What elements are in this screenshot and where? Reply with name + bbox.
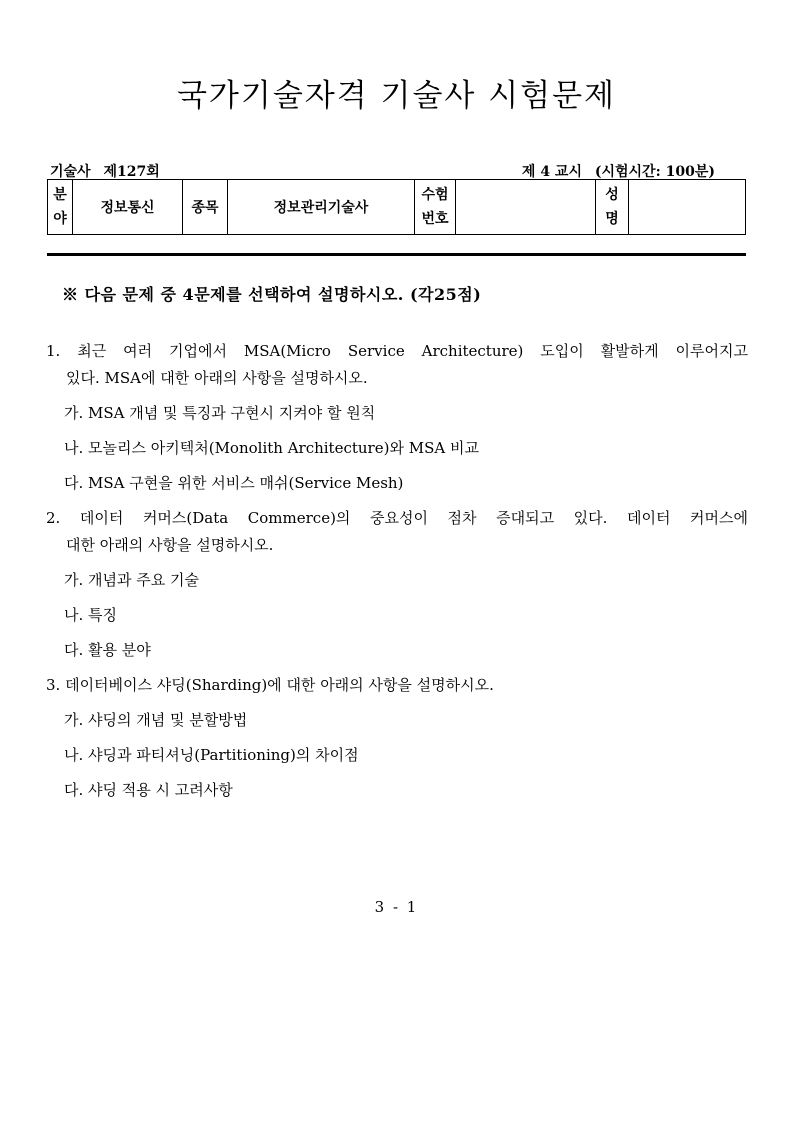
question-2-sub-ga: 가. 개념과 주요 기술 (64, 571, 199, 589)
exam-time: (시험시간: 100분) (594, 164, 715, 180)
exam-round: 제127회 (103, 164, 160, 180)
exam-info-table (47, 179, 746, 235)
name-label-cell (596, 180, 629, 235)
question-3-sub-da: 다. 샤딩 적용 시 고려사항 (64, 781, 233, 799)
type-value-cell: 정보관리기술사 (228, 180, 415, 235)
question-2-line1: 2. 데이터 커머스(Data Commerce)의 중요성이 점차 증대되고 있다. 데이터 커머스에 (46, 509, 748, 527)
exam-number-label-line2: 번호 (421, 211, 449, 227)
field-label-line1: 분 (53, 187, 67, 203)
exam-number-label-line1: 수험 (421, 187, 449, 203)
question-3-sub-ga: 가. 샤딩의 개념 및 분할방법 (64, 711, 248, 729)
question-2-sub-da: 다. 활용 분야 (64, 641, 151, 659)
document-title: 국가기술자격 기술사 시험문제 (176, 78, 616, 114)
question-2 (46, 505, 748, 664)
question-2-sub-na: 나. 특징 (64, 606, 118, 624)
field-label-cell (48, 180, 73, 235)
session-info (522, 161, 715, 181)
type-label-cell: 종목 (183, 180, 228, 235)
exam-session: 제 4 교시 (521, 164, 582, 180)
field-label-line2: 야 (53, 211, 67, 227)
name-field[interactable] (629, 180, 746, 235)
question-2-line2: 대한 아래의 사항을 설명하시오. (66, 536, 274, 554)
question-1-line1: 1. 최근 여러 기업에서 MSA(Micro Service Architecture) 도입이 활발하게 이루어지고 (46, 342, 748, 360)
question-1 (46, 338, 748, 497)
field-value-cell: 정보통신 (73, 180, 183, 235)
question-3-sub-na: 나. 샤딩과 파티셔닝(Partitioning)의 차이점 (64, 746, 359, 764)
name-label-line2: 명 (605, 211, 619, 227)
exam-number-field[interactable] (456, 180, 596, 235)
exam-category: 기술사 (50, 164, 91, 180)
question-1-sub-ga: 가. MSA 개념 및 특징과 구현시 지켜야 할 원칙 (64, 404, 376, 422)
question-3-line1: 3. 데이터베이스 샤딩(Sharding)에 대한 아래의 사항을 설명하시오. (46, 676, 494, 694)
question-1-line2: 있다. MSA에 대한 아래의 사항을 설명하시오. (66, 369, 368, 387)
question-3 (46, 672, 748, 804)
exam-number-label-cell (415, 180, 456, 235)
question-list (46, 338, 748, 812)
divider-line (47, 253, 746, 256)
question-1-sub-na: 나. 모놀리스 아키텍처(Monolith Architecture)와 MSA 비교 (64, 439, 479, 457)
name-label-line1: 성 (605, 187, 619, 203)
question-1-sub-da: 다. MSA 구현을 위한 서비스 매쉬(Service Mesh) (64, 474, 404, 492)
page-number: 3 - 1 (374, 898, 419, 916)
exam-round-info (50, 161, 160, 181)
instruction-text: ※ 다음 문제 중 4문제를 선택하여 설명하시오. (각25점) (62, 285, 482, 304)
